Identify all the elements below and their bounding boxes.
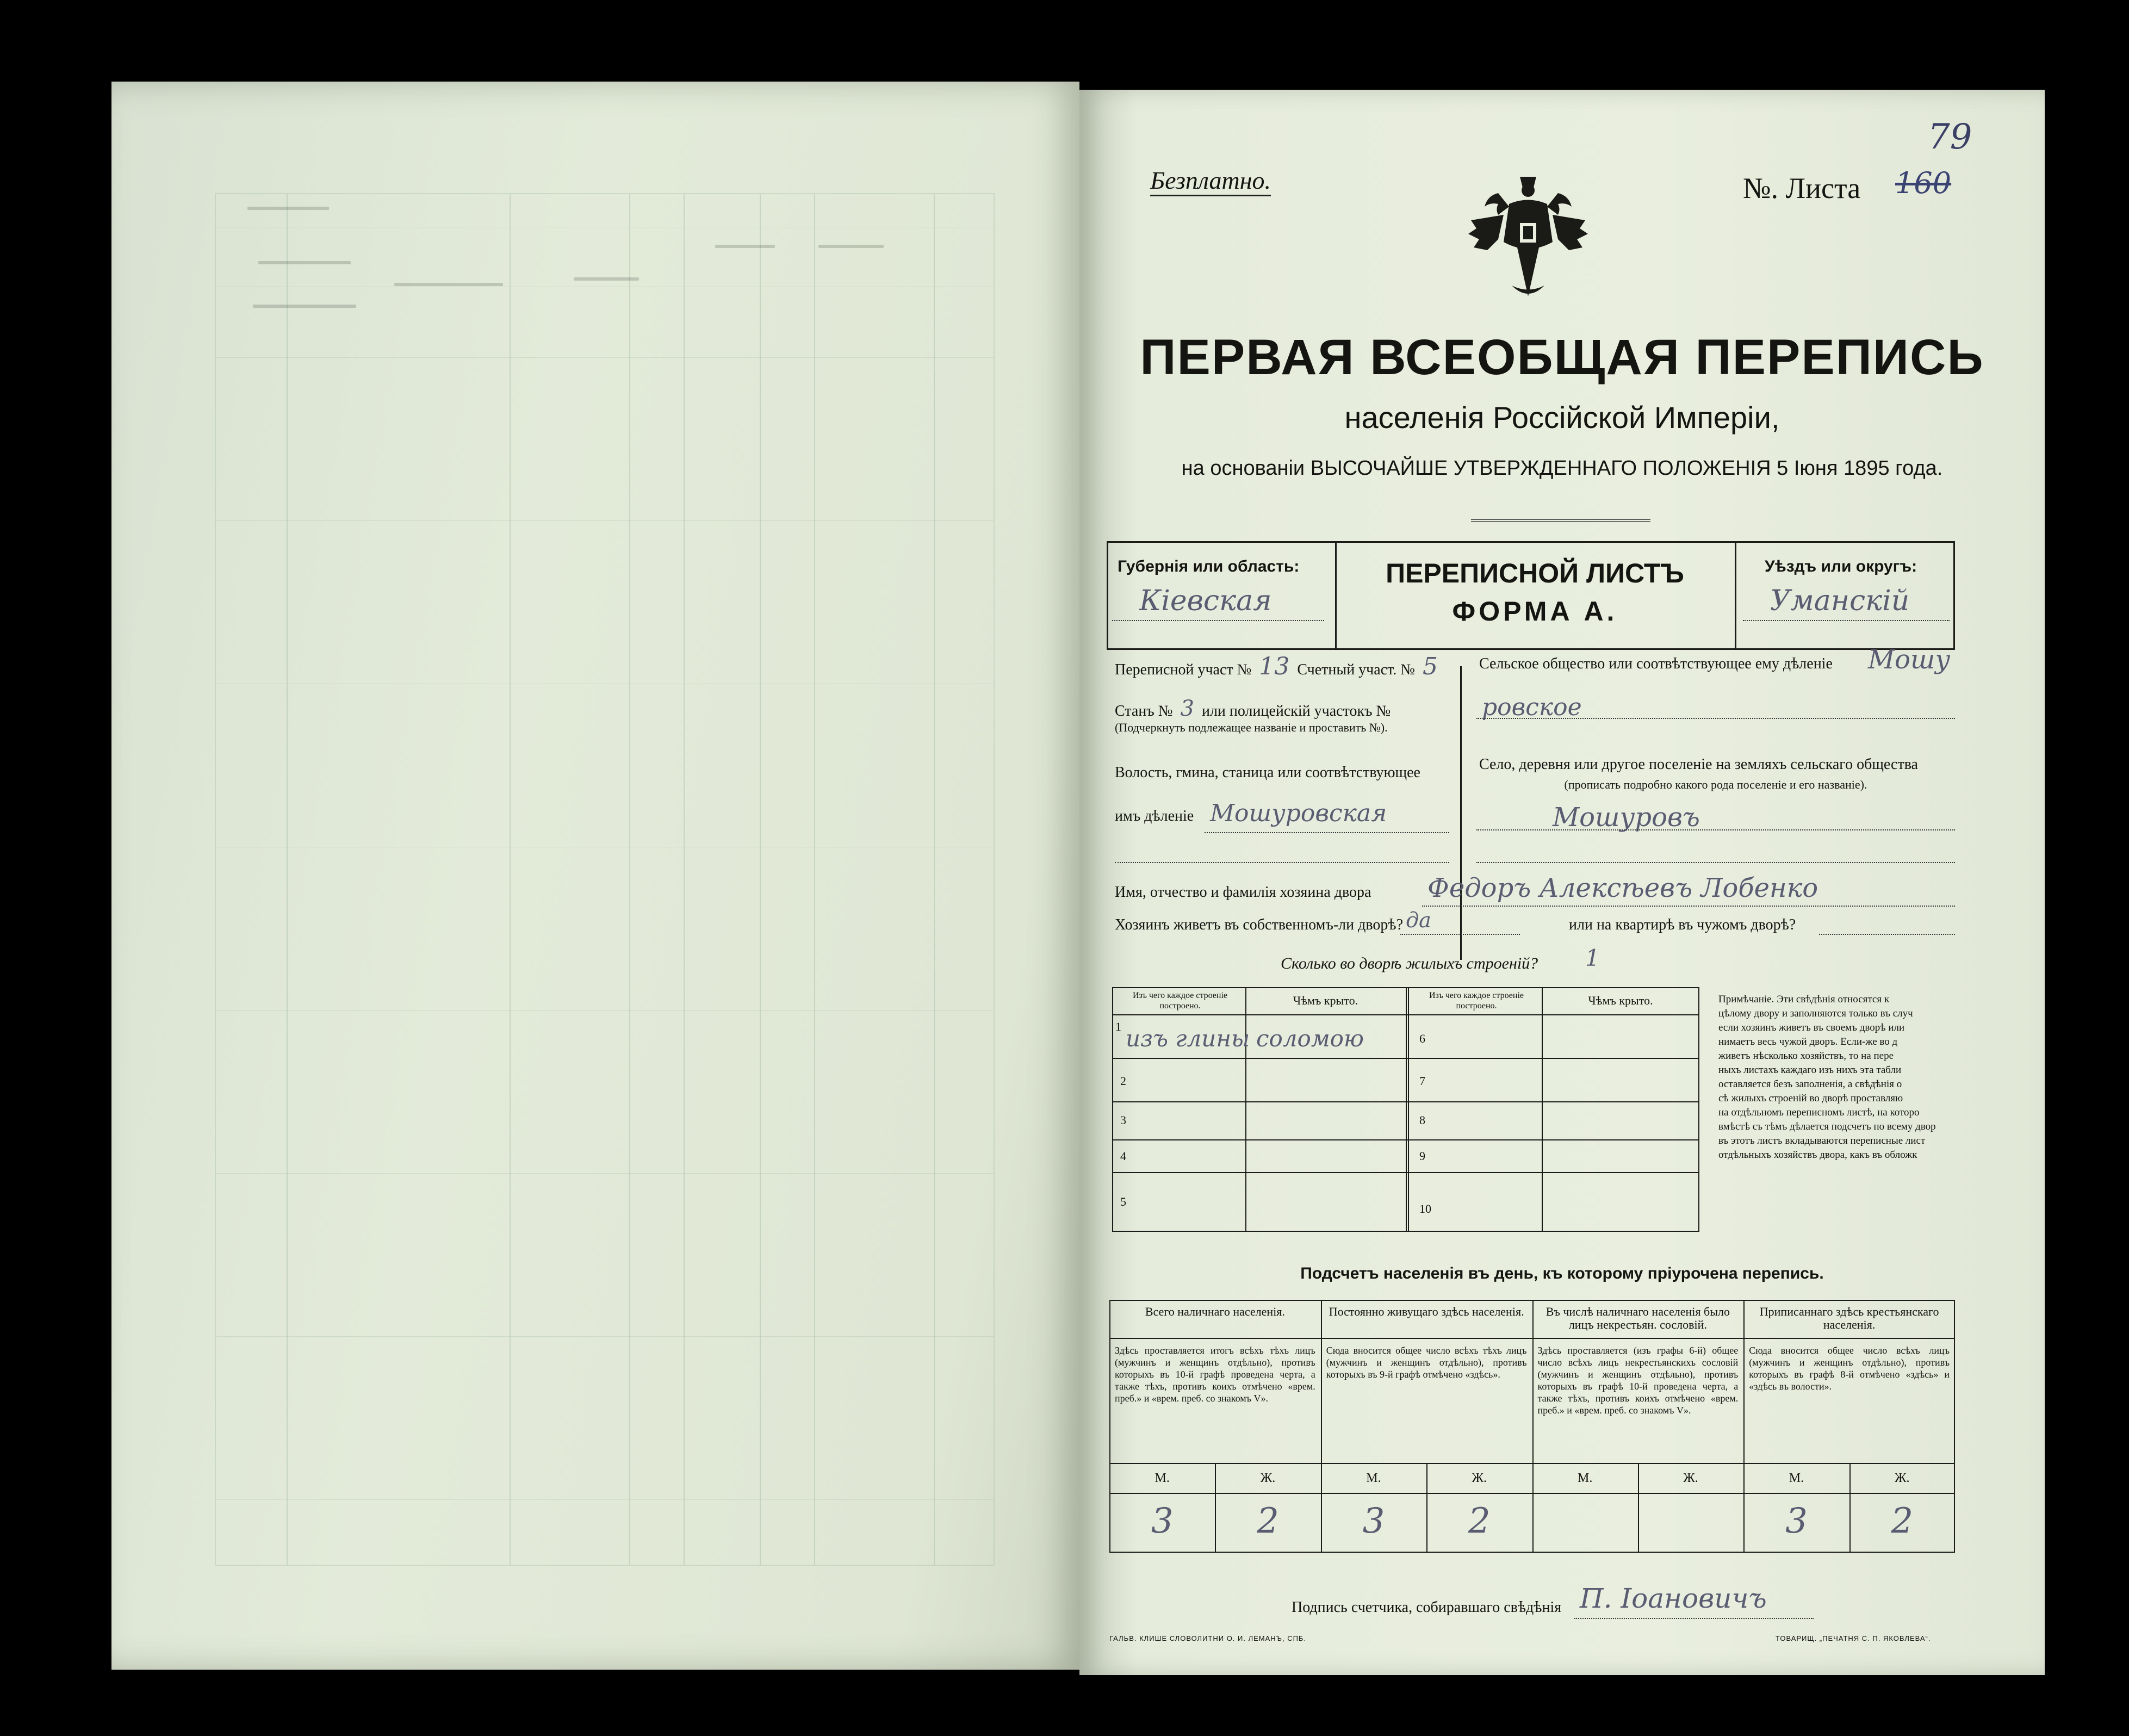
- form-title: ПЕРЕПИСНОЙ ЛИСТЪ: [1386, 558, 1684, 588]
- row-number: 1: [1115, 1020, 1121, 1033]
- province-value: Кіевская: [1139, 585, 1272, 617]
- note-line: цѣлому двору и заполняются только въ случ: [1718, 1008, 1913, 1019]
- count-col-head: Всего наличнаго населенія.: [1145, 1305, 1285, 1318]
- counting-area-value: 5: [1422, 653, 1438, 680]
- main-title: ПЕРВАЯ ВСЕОБЩАЯ ПЕРЕПИСЬ: [1140, 330, 1984, 385]
- count-col-desc: Здѣсь проставляется итогъ всѣхъ тѣхъ лицъ (мужчинъ и женщинъ отдѣльно), противъ которыхъ въ 10-й графѣ проведена черта, а также тѣхъ, противъ коихъ отмѣчено «врем. преб.» и «врем. преб. со знакомъ V».: [1115, 1345, 1315, 1404]
- col-roof-right: Чѣмъ крыто.: [1588, 994, 1653, 1007]
- count-col-desc: Сюда вносится общее число всѣхъ тѣхъ лицъ (мужчинъ и женщинъ отдѣльно), противъ которыхъ въ 9-й графѣ отмѣчено «здѣсь».: [1326, 1345, 1527, 1380]
- signature-label: Подпись счетчика, собиравшаго свѣдѣнія: [1292, 1599, 1562, 1616]
- form-type: ФОРМА А.: [1452, 596, 1618, 627]
- society-value-2: ровское: [1482, 693, 1582, 721]
- row-number: 5: [1120, 1195, 1126, 1208]
- female-label: Ж.: [1260, 1471, 1276, 1485]
- note-line: сѣ жилыхъ строеній во дворѣ проставляю: [1718, 1093, 1903, 1104]
- sheet-no-value: 160: [1895, 166, 1952, 200]
- female-count: 2: [1468, 1501, 1491, 1541]
- owner-name-label: Имя, отчество и фамилія хозяина двора: [1115, 884, 1371, 901]
- note-line: въ этотъ листъ вкладываются переписные лист: [1718, 1135, 1926, 1146]
- volost-label: Волость, гмина, станица или соотвѣтствующее: [1115, 764, 1420, 781]
- legal-basis: на основаніи ВЫСОЧАЙШЕ УТВЕРЖДЕННАГО ПОЛОЖЕНІЯ 5 Іюня 1895 года.: [1181, 457, 1943, 480]
- note-line: ныхъ листахъ каждаго изъ нихъ эта табли: [1718, 1064, 1902, 1076]
- counting-area-label: Счетный участ. №: [1297, 661, 1415, 678]
- buildings-value: 1: [1585, 945, 1600, 971]
- count-col-head: Постоянно живущаго здѣсь населенія.: [1329, 1305, 1524, 1318]
- census-form-page: [1079, 90, 2045, 1675]
- owner-name-value: Федоръ Алексѣевъ Лобенко: [1427, 873, 1818, 903]
- district-value: Уманскій: [1770, 585, 1910, 617]
- own-yard-label: Хозяинъ живетъ въ собственномъ-ли дворѣ?: [1115, 916, 1404, 933]
- village-value: Мошуровъ: [1553, 802, 1700, 833]
- female-label: Ж.: [1683, 1471, 1698, 1485]
- count-title: Подсчетъ населенія въ день, къ которому пріурочена перепись.: [1300, 1264, 1824, 1282]
- male-label: М.: [1578, 1471, 1593, 1485]
- row-number: 10: [1419, 1202, 1431, 1216]
- male-count: 3: [1362, 1501, 1385, 1541]
- rent-label: или на квартирѣ въ чужомъ дворѣ?: [1569, 916, 1796, 933]
- count-col-head: Приписаннаго здѣсь крестьянскаго населенія.: [1759, 1305, 1939, 1331]
- village-label: Село, деревня или другое поселеніе на земляхъ сельскаго общества: [1479, 756, 1918, 773]
- col-material-right: Изъ чего каждое строеніе построено.: [1429, 991, 1524, 1010]
- male-label: М.: [1789, 1471, 1804, 1485]
- buildings-table: [1112, 987, 1699, 1232]
- count-col-desc: Сюда вносится общее число всѣхъ лицъ (мужчинъ и женщинъ отдѣльно), противъ которыхъ въ графѣ 8-й отмѣчено «здѣсь» и «здѣсь въ волости».: [1749, 1345, 1950, 1392]
- buildings-label: Сколько во дворѣ жилыхъ строеній?: [1281, 954, 1538, 972]
- count-col-head: Въ числѣ наличнаго населенія было лицъ некрестьян. сословій.: [1545, 1305, 1730, 1331]
- note-block: [1718, 993, 1958, 1162]
- archive-page-number: 79: [1928, 117, 1972, 157]
- row-number: 9: [1419, 1149, 1425, 1163]
- note-line: живетъ нѣсколько хозяйствъ, то на пере: [1718, 1050, 1894, 1062]
- note-line: отдѣльныхъ хозяйствъ двора, какъ въ обложк: [1718, 1149, 1917, 1161]
- sheet-no-label: №. Листа: [1743, 172, 1861, 204]
- subtitle: населенія Россійской Имперіи,: [1344, 400, 1780, 435]
- census-area-value: 13: [1259, 653, 1290, 680]
- footer-left: ГАЛЬВ. КЛИШЕ СЛОВОЛИТНИ О. И. ЛЕМАНЪ, СПБ.: [1109, 1634, 1307, 1642]
- count-col-desc: Здѣсь проставляется (изъ графы 6-й) общее число всѣхъ лицъ некрестьянскихъ сословій (мужчинъ и женщинъ отдѣльно), противъ которыхъ въ графѣ 10-й проведена черта, а также тѣхъ, противъ коихъ отмѣчено «врем. преб.» и «врем. преб. со знакомъ V».: [1537, 1345, 1739, 1416]
- district-label: Уѣздъ или округъ:: [1765, 557, 1917, 575]
- police-label: или полицейскій участокъ №: [1201, 703, 1391, 720]
- note-line: если хозяинъ живетъ въ своемъ дворѣ или: [1718, 1022, 1905, 1033]
- bleed-through-grid: [215, 193, 995, 1566]
- underline-note: (Подчеркнуть подлежащее названіе и проставить №).: [1115, 721, 1388, 734]
- row-number: 6: [1419, 1032, 1425, 1045]
- male-label: М.: [1366, 1471, 1381, 1485]
- province-label: Губернія или область:: [1118, 557, 1300, 575]
- note-line: вмѣстѣ съ тѣмъ дѣлается подсчетъ по всему двор: [1718, 1121, 1936, 1132]
- note-line: Примѣчаніе. Эти свѣдѣнія относятся к: [1718, 994, 1890, 1005]
- row-number: 2: [1120, 1074, 1126, 1088]
- note-line: нимаетъ весь чужой дворъ. Если-же во д: [1718, 1036, 1898, 1047]
- imperial-eagle-icon: [1466, 171, 1591, 307]
- free-label: Безплатно.: [1150, 166, 1271, 196]
- male-label: М.: [1154, 1471, 1170, 1485]
- village-note: (прописать подробно какого рода поселеніе и его названіе).: [1564, 778, 1867, 791]
- stan-label: Станъ №: [1115, 703, 1173, 720]
- female-count: 2: [1257, 1501, 1279, 1541]
- row-1-material: изъ глины: [1126, 1025, 1250, 1052]
- count-table: [1109, 1300, 1955, 1553]
- male-count: 3: [1151, 1501, 1174, 1541]
- female-label: Ж.: [1895, 1471, 1910, 1485]
- row-number: 3: [1120, 1113, 1126, 1127]
- row-number: 4: [1120, 1149, 1126, 1163]
- female-count: 2: [1891, 1501, 1914, 1541]
- col-material-left: Изъ чего каждое строеніе построено.: [1132, 991, 1227, 1010]
- left-page: [111, 82, 1079, 1670]
- volost-label-2: имъ дѣленіе: [1115, 808, 1194, 824]
- note-line: оставляется безъ заполненія, а свѣдѣнія о: [1718, 1078, 1902, 1090]
- row-number: 7: [1419, 1074, 1425, 1088]
- society-value-1: Мошу: [1868, 644, 1951, 675]
- note-line: на отдѣльномъ переписномъ листѣ, на которо: [1718, 1107, 1920, 1118]
- census-area-label: Переписной участ №: [1115, 661, 1252, 678]
- signature-value: П. Іоановичъ: [1580, 1583, 1767, 1614]
- row-number: 8: [1419, 1113, 1425, 1127]
- footer-right: ТОВАРИЩ. „ПЕЧАТНЯ С. П. ЯКОВЛЕВА“.: [1776, 1634, 1931, 1642]
- row-1-roof: соломою: [1256, 1025, 1364, 1052]
- own-yard-value: да: [1406, 908, 1431, 932]
- volost-value: Мошуровская: [1210, 799, 1387, 827]
- male-count: 3: [1785, 1501, 1808, 1541]
- stan-value: 3: [1180, 696, 1194, 721]
- society-label: Сельское общество или соотвѣтствующее ему дѣленіе: [1479, 655, 1833, 672]
- ornament-divider: [1471, 519, 1650, 522]
- female-label: Ж.: [1472, 1471, 1487, 1485]
- col-roof-left: Чѣмъ крыто.: [1293, 994, 1358, 1007]
